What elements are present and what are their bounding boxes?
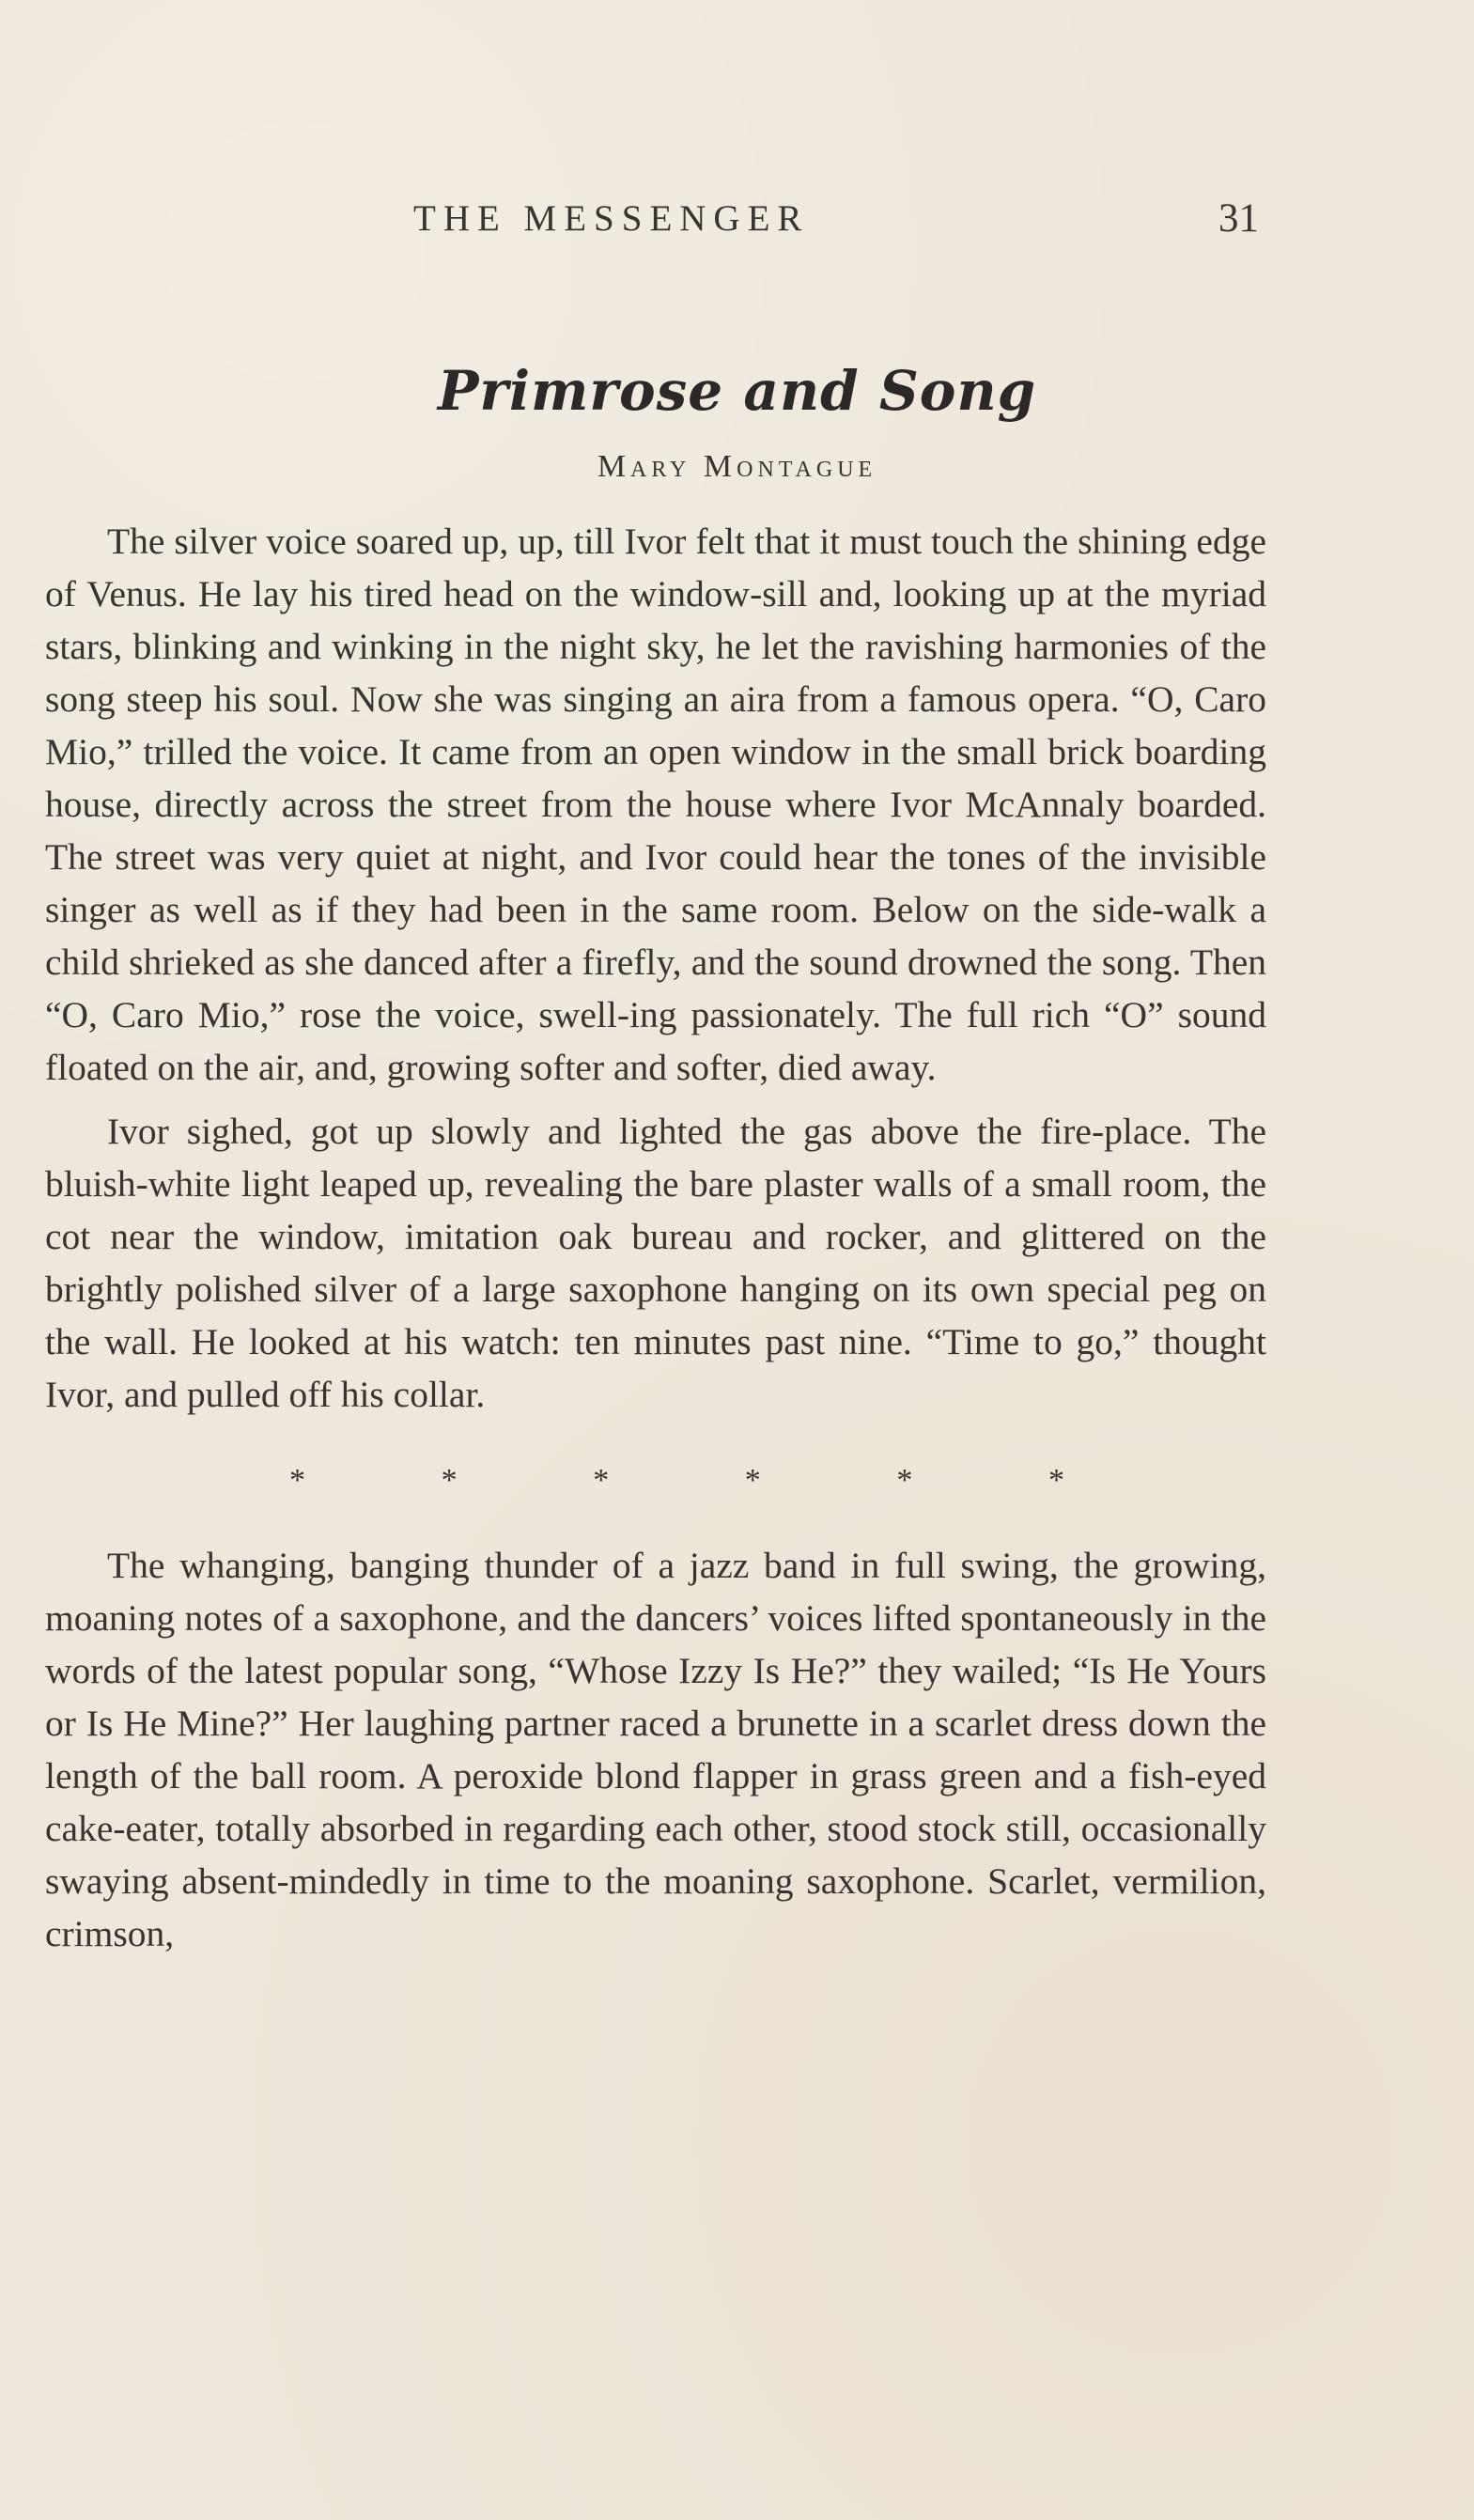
section-separator	[289, 1465, 1064, 1497]
article-title: Primrose and Song	[437, 359, 1037, 423]
paragraph-1: The silver voice soared up, up, till Ivor felt that it must touch the shining edge of Venus. He lay his tired head on the window-sill and, looking up at the myriad stars, blinking and winking in the night sky, he let the ravishing harmonies of the song steep his soul. Now she was singing an aira from a famous opera. “O, Caro Mio,” trilled the voice. It came from an open window in the small brick boarding house, directly across the street from the house where Ivor McAnnaly boarded. The street was very quiet at night, and Ivor could hear the tones of the invisible singer as well as if they had been in the same room. Below on the side-walk a child shrieked as she danced after a firefly, and the sound drowned the song. Then “O, Caro Mio,” rose the voice, swell-ing passionately. The full rich “O” sound floated on the air, and, growing softer and softer, died away.	[45, 521, 1266, 1088]
article-author: Mary Montague	[597, 449, 877, 484]
article-body	[45, 515, 1266, 1960]
page-number: 31	[1218, 196, 1259, 241]
separator-asterisk: *	[1047, 1463, 1064, 1498]
separator-asterisk: *	[441, 1463, 458, 1498]
journal-title: THE MESSENGER	[413, 198, 810, 239]
separator-asterisk: *	[896, 1463, 913, 1498]
paragraph-2: Ivor sighed, got up slowly and lighted the gas above the fire-place. The bluish-white light leaped up, revealing the bare plaster walls of a small room, the cot near the window, imitation oak bureau and rocker, and glittered on the brightly polished silver of a large saxophone hanging on its own special peg on the wall. He looked at his watch: ten minutes past nine. “Time to go,” thought Ivor, and pulled off his collar.	[45, 1111, 1266, 1415]
separator-asterisk: *	[593, 1463, 610, 1498]
separator-asterisk: *	[289, 1463, 305, 1498]
running-header	[413, 197, 1259, 244]
paragraph-3: The whanging, banging thunder of a jazz band in full swing, the growing, moaning notes of a saxophone, and the dancers’ voices lifted spontaneously in the words of the latest popular song, “Whose Izzy Is He?” they wailed; “Is He Yours or Is He Mine?” Her laughing partner raced a brunette in a scarlet dress down the length of the ball room. A peroxide blond flapper in grass green and a fish-eyed cake-eater, totally absorbed in regarding each other, stood stock still, occasionally swaying absent-mindedly in time to the moaning saxophone. Scarlet, vermilion, crimson,	[45, 1545, 1266, 1954]
separator-asterisk: *	[744, 1463, 761, 1498]
